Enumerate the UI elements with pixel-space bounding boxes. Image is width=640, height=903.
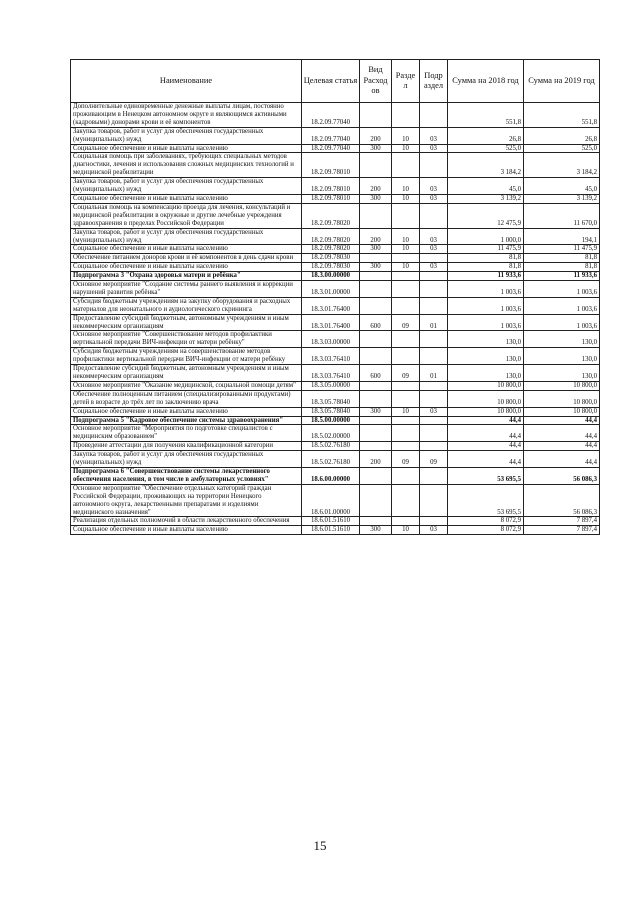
cell-section	[392, 348, 420, 365]
cell-subsection	[420, 381, 448, 390]
cell-sum-2019: 7 897,4	[524, 526, 600, 535]
cell-subsection: 01	[420, 365, 448, 382]
cell-code: 18.2.09.77040	[302, 127, 360, 144]
cell-code: 18.3.05.00000	[302, 381, 360, 390]
cell-section: 10	[392, 178, 420, 195]
table-row	[71, 381, 600, 390]
table-row	[71, 407, 600, 416]
cell-subsection: 03	[420, 144, 448, 153]
cell-subsection	[420, 390, 448, 407]
cell-expense-type	[360, 517, 392, 526]
cell-section	[392, 281, 420, 298]
cell-section	[392, 467, 420, 484]
cell-sum-2019: 3 184,2	[524, 153, 600, 178]
cell-code: 18.5.00.00000	[302, 416, 360, 425]
cell-subsection	[420, 467, 448, 484]
cell-subsection	[420, 517, 448, 526]
cell-expense-type	[360, 390, 392, 407]
table-row	[71, 245, 600, 254]
cell-section: 10	[392, 144, 420, 153]
cell-name: Закупка товаров, работ и услуг для обеспечения государственных (муниципальных) нужд	[71, 451, 302, 468]
cell-sum-2019: 10 800,0	[524, 407, 600, 416]
cell-name: Реализация отдельных полномочий в области лекарственного обеспечения	[71, 517, 302, 526]
cell-code: 18.3.03.76410	[302, 348, 360, 365]
cell-sum-2019: 130,0	[524, 365, 600, 382]
cell-sum-2019: 7 897,4	[524, 517, 600, 526]
table-row	[71, 467, 600, 484]
cell-expense-type	[360, 331, 392, 348]
cell-expense-type: 200	[360, 451, 392, 468]
cell-section	[392, 272, 420, 281]
header-expense-type: Вид Расход ов	[360, 60, 392, 103]
cell-expense-type	[360, 281, 392, 298]
cell-name: Социальное обеспечение и иные выплаты населению	[71, 144, 302, 153]
cell-sum-2018: 53 695,5	[448, 484, 524, 517]
cell-code: 18.2.09.78030	[302, 263, 360, 272]
table-row	[71, 425, 600, 442]
table-row	[71, 365, 600, 382]
table-row	[71, 103, 600, 128]
cell-name: Основное мероприятие "Совершенствование методов профилактики вертикальной передачи ВИЧ-инфекции от матери ребёнку"	[71, 331, 302, 348]
cell-section	[392, 381, 420, 390]
cell-name: Основное мероприятие "Обеспечение отдельных категорий граждан Российской Федерации, проживающих на территории Ненецкого автономного округа, лекарственными препаратами и изделиями медицинского назначения"	[71, 484, 302, 517]
cell-code: 18.5.02.76180	[302, 451, 360, 468]
cell-code: 18.3.05.78040	[302, 390, 360, 407]
header-subsection: Подр аздел	[420, 60, 448, 103]
page-number: 15	[313, 838, 327, 853]
cell-expense-type	[360, 297, 392, 314]
cell-section	[392, 254, 420, 263]
cell-sum-2019: 10 800,0	[524, 390, 600, 407]
cell-sum-2018: 8 072,9	[448, 517, 524, 526]
cell-subsection	[420, 281, 448, 298]
cell-code: 18.2.09.78010	[302, 178, 360, 195]
cell-section	[392, 484, 420, 517]
cell-expense-type	[360, 348, 392, 365]
cell-sum-2018: 45,0	[448, 178, 524, 195]
cell-name: Подпрограмма 3 "Охрана здоровья матери и ребёнка"	[71, 272, 302, 281]
cell-subsection: 03	[420, 526, 448, 535]
cell-name: Социальное обеспечение и иные выплаты населению	[71, 263, 302, 272]
cell-sum-2018: 130,0	[448, 348, 524, 365]
cell-expense-type	[360, 416, 392, 425]
cell-sum-2019: 11 670,0	[524, 203, 600, 228]
table-row	[71, 281, 600, 298]
cell-sum-2019: 3 139,2	[524, 194, 600, 203]
cell-section: 10	[392, 526, 420, 535]
cell-sum-2018: 8 072,9	[448, 526, 524, 535]
cell-subsection: 01	[420, 314, 448, 331]
cell-name: Обеспечение полноценным питанием (специализированными продуктами) детей в возрасте до трёх лет по заключению врача	[71, 390, 302, 407]
cell-sum-2019: 1 003,6	[524, 281, 600, 298]
table-row	[71, 144, 600, 153]
cell-subsection	[420, 272, 448, 281]
cell-section	[392, 153, 420, 178]
cell-sum-2018: 1 000,0	[448, 228, 524, 245]
header-sum-2019: Сумма на 2019 год	[524, 60, 600, 103]
cell-section	[392, 425, 420, 442]
cell-sum-2018: 10 800,0	[448, 407, 524, 416]
header-section: Разде л	[392, 60, 420, 103]
cell-expense-type	[360, 203, 392, 228]
table-row	[71, 203, 600, 228]
cell-sum-2018: 11 475,9	[448, 245, 524, 254]
cell-sum-2019: 45,0	[524, 178, 600, 195]
cell-subsection	[420, 297, 448, 314]
cell-section: 10	[392, 245, 420, 254]
cell-subsection	[420, 442, 448, 451]
budget-table	[70, 59, 600, 535]
cell-expense-type: 300	[360, 194, 392, 203]
cell-subsection	[420, 203, 448, 228]
cell-name: Подпрограмма 6 "Совершенствование системы лекарственного обеспечения населения, в том числе в амбулаторных условиях"	[71, 467, 302, 484]
cell-sum-2019: 11 933,6	[524, 272, 600, 281]
cell-section	[392, 203, 420, 228]
cell-expense-type	[360, 272, 392, 281]
cell-sum-2019: 1 003,6	[524, 297, 600, 314]
table-row	[71, 263, 600, 272]
cell-code: 18.3.05.78040	[302, 407, 360, 416]
cell-subsection	[420, 484, 448, 517]
cell-sum-2018: 130,0	[448, 331, 524, 348]
cell-name: Основное мероприятие "Создание системы раннего выявления и коррекции нарушений развития ребёнка"	[71, 281, 302, 298]
cell-expense-type: 600	[360, 365, 392, 382]
cell-name: Социальное обеспечение и иные выплаты населению	[71, 407, 302, 416]
cell-sum-2018: 1 003,6	[448, 297, 524, 314]
table-row	[71, 228, 600, 245]
cell-name: Субсидия бюджетным учреждениям на совершенствование методов профилактики вертикальной передачи ВИЧ-инфекции от матери ребёнку	[71, 348, 302, 365]
cell-expense-type	[360, 467, 392, 484]
cell-subsection: 03	[420, 228, 448, 245]
cell-subsection	[420, 254, 448, 263]
cell-expense-type	[360, 153, 392, 178]
header-name: Наименование	[71, 60, 302, 103]
cell-sum-2019: 10 800,0	[524, 381, 600, 390]
table-row	[71, 194, 600, 203]
cell-name: Дополнительные единовременные денежные выплаты лицам, постоянно проживающим в Ненецком автономном округе и являющимся активными (кадровыми) донорами крови и её компонентов	[71, 103, 302, 128]
cell-section: 10	[392, 228, 420, 245]
cell-name: Социальная помощь при заболеваниях, требующих специальных методов диагностики, лечения и использования сложных медицинских технологий и медицинской реабилитации	[71, 153, 302, 178]
cell-section: 10	[392, 263, 420, 272]
cell-subsection: 03	[420, 407, 448, 416]
cell-sum-2018: 3 139,2	[448, 194, 524, 203]
table-row	[71, 517, 600, 526]
cell-sum-2018: 44,4	[448, 451, 524, 468]
cell-section: 10	[392, 194, 420, 203]
cell-sum-2019: 56 086,3	[524, 467, 600, 484]
cell-sum-2018: 1 003,6	[448, 281, 524, 298]
cell-name: Социальное обеспечение и иные выплаты населению	[71, 526, 302, 535]
cell-section	[392, 442, 420, 451]
cell-subsection: 09	[420, 451, 448, 468]
cell-expense-type	[360, 254, 392, 263]
cell-sum-2019: 551,8	[524, 103, 600, 128]
cell-sum-2018: 525,0	[448, 144, 524, 153]
cell-name: Закупка товаров, работ и услуг для обеспечения государственных (муниципальных) нужд	[71, 228, 302, 245]
cell-code: 18.6.01.51610	[302, 526, 360, 535]
table-row	[71, 416, 600, 425]
cell-sum-2019: 26,8	[524, 127, 600, 144]
table-row	[71, 526, 600, 535]
table-row	[71, 178, 600, 195]
cell-subsection	[420, 103, 448, 128]
cell-name: Социальное обеспечение и иные выплаты населению	[71, 245, 302, 254]
cell-sum-2019: 130,0	[524, 348, 600, 365]
cell-code: 18.3.03.00000	[302, 331, 360, 348]
table-row	[71, 314, 600, 331]
cell-code: 18.3.03.76410	[302, 365, 360, 382]
cell-sum-2018: 81,8	[448, 263, 524, 272]
cell-section: 09	[392, 365, 420, 382]
cell-code: 18.6.00.00000	[302, 467, 360, 484]
table-row	[71, 254, 600, 263]
cell-section	[392, 331, 420, 348]
cell-expense-type: 200	[360, 127, 392, 144]
cell-sum-2019: 56 086,3	[524, 484, 600, 517]
cell-section	[392, 390, 420, 407]
cell-sum-2018: 44,4	[448, 416, 524, 425]
cell-sum-2019: 44,4	[524, 416, 600, 425]
cell-section: 10	[392, 407, 420, 416]
cell-section: 10	[392, 127, 420, 144]
cell-sum-2018: 11 933,6	[448, 272, 524, 281]
cell-sum-2019: 44,4	[524, 442, 600, 451]
cell-sum-2018: 130,0	[448, 365, 524, 382]
table-row	[71, 153, 600, 178]
cell-code: 18.6.01.00000	[302, 484, 360, 517]
cell-code: 18.2.09.77040	[302, 103, 360, 128]
cell-code: 18.2.09.78020	[302, 245, 360, 254]
cell-sum-2018: 81,8	[448, 254, 524, 263]
cell-expense-type: 200	[360, 178, 392, 195]
cell-expense-type	[360, 484, 392, 517]
table-row	[71, 484, 600, 517]
table-row	[71, 390, 600, 407]
cell-expense-type: 300	[360, 263, 392, 272]
table-row	[71, 297, 600, 314]
cell-sum-2019: 130,0	[524, 331, 600, 348]
cell-subsection: 03	[420, 194, 448, 203]
cell-name: Основное мероприятие "Оказание медицинской, социальной помощи детям"	[71, 381, 302, 390]
cell-code: 18.2.09.78010	[302, 153, 360, 178]
cell-sum-2018: 10 800,0	[448, 381, 524, 390]
cell-sum-2018: 1 003,6	[448, 314, 524, 331]
cell-expense-type: 300	[360, 144, 392, 153]
cell-code: 18.2.09.78030	[302, 254, 360, 263]
cell-expense-type: 600	[360, 314, 392, 331]
cell-subsection	[420, 331, 448, 348]
cell-name: Основное мероприятие "Мероприятия по подготовке специалистов с медицинским образованием"	[71, 425, 302, 442]
cell-subsection	[420, 416, 448, 425]
cell-subsection: 03	[420, 245, 448, 254]
cell-code: 18.5.02.76180	[302, 442, 360, 451]
cell-sum-2018: 3 184,2	[448, 153, 524, 178]
cell-name: Проведение аттестации для получения квалификационной категории	[71, 442, 302, 451]
cell-expense-type	[360, 442, 392, 451]
cell-sum-2019: 44,4	[524, 451, 600, 468]
cell-name: Субсидия бюджетным учреждениям на закупку оборудования и расходных материалов для неонатального и аудиологического скрининга	[71, 297, 302, 314]
cell-sum-2019: 1 003,6	[524, 314, 600, 331]
cell-section	[392, 416, 420, 425]
cell-expense-type: 200	[360, 228, 392, 245]
header-code: Целевая статья	[302, 60, 360, 103]
cell-section	[392, 103, 420, 128]
cell-expense-type	[360, 425, 392, 442]
cell-code: 18.2.09.78020	[302, 228, 360, 245]
cell-section: 09	[392, 451, 420, 468]
cell-name: Социальное обеспечение и иные выплаты населению	[71, 194, 302, 203]
cell-sum-2019: 44,4	[524, 425, 600, 442]
cell-subsection	[420, 348, 448, 365]
cell-expense-type: 300	[360, 526, 392, 535]
cell-sum-2019: 11 475,9	[524, 245, 600, 254]
table-row	[71, 451, 600, 468]
cell-section: 09	[392, 314, 420, 331]
cell-subsection: 03	[420, 127, 448, 144]
table-row	[71, 331, 600, 348]
cell-name: Закупка товаров, работ и услуг для обеспечения государственных (муниципальных) нужд	[71, 127, 302, 144]
table-header-row	[71, 60, 600, 103]
cell-name: Обеспечение питанием доноров крови и её компонентов в день сдачи крови	[71, 254, 302, 263]
cell-sum-2019: 525,0	[524, 144, 600, 153]
cell-sum-2018: 26,8	[448, 127, 524, 144]
table-row	[71, 442, 600, 451]
cell-sum-2019: 81,8	[524, 254, 600, 263]
cell-expense-type: 300	[360, 245, 392, 254]
cell-code: 18.2.09.78010	[302, 194, 360, 203]
cell-code: 18.3.01.76400	[302, 297, 360, 314]
cell-sum-2019: 81,8	[524, 263, 600, 272]
header-sum-2018: Сумма на 2018 год	[448, 60, 524, 103]
cell-code: 18.2.09.78020	[302, 203, 360, 228]
cell-section	[392, 297, 420, 314]
cell-sum-2018: 10 800,0	[448, 390, 524, 407]
cell-subsection: 03	[420, 178, 448, 195]
cell-code: 18.3.01.00000	[302, 281, 360, 298]
cell-subsection	[420, 153, 448, 178]
cell-name: Социальная помощь на компенсацию проезда для лечения, консультаций и медицинской реабилитации в окружные и другие лечебные учреждения здравоохранения в пределах Российской Федерации	[71, 203, 302, 228]
cell-code: 18.5.02.00000	[302, 425, 360, 442]
cell-name: Предоставление субсидий бюджетным, автономным учреждениям и иным некоммерческим организациям	[71, 314, 302, 331]
table-row	[71, 127, 600, 144]
cell-expense-type	[360, 381, 392, 390]
cell-sum-2019: 194,1	[524, 228, 600, 245]
cell-code: 18.3.01.76400	[302, 314, 360, 331]
cell-name: Предоставление субсидий бюджетным, автономным учреждениям и иным некоммерческим организациям	[71, 365, 302, 382]
cell-sum-2018: 44,4	[448, 425, 524, 442]
cell-code: 18.6.01.51610	[302, 517, 360, 526]
cell-sum-2018: 12 475,9	[448, 203, 524, 228]
cell-sum-2018: 551,8	[448, 103, 524, 128]
cell-name: Закупка товаров, работ и услуг для обеспечения государственных (муниципальных) нужд	[71, 178, 302, 195]
cell-sum-2018: 44,4	[448, 442, 524, 451]
cell-name: Подпрограмма 5 "Кадровое обеспечение системы здравоохранения"	[71, 416, 302, 425]
cell-code: 18.2.09.77040	[302, 144, 360, 153]
cell-section	[392, 517, 420, 526]
cell-sum-2018: 53 695,5	[448, 467, 524, 484]
table-row	[71, 272, 600, 281]
cell-expense-type: 300	[360, 407, 392, 416]
cell-subsection: 03	[420, 263, 448, 272]
cell-subsection	[420, 425, 448, 442]
cell-code: 18.3.00.00000	[302, 272, 360, 281]
table-row	[71, 348, 600, 365]
cell-expense-type	[360, 103, 392, 128]
